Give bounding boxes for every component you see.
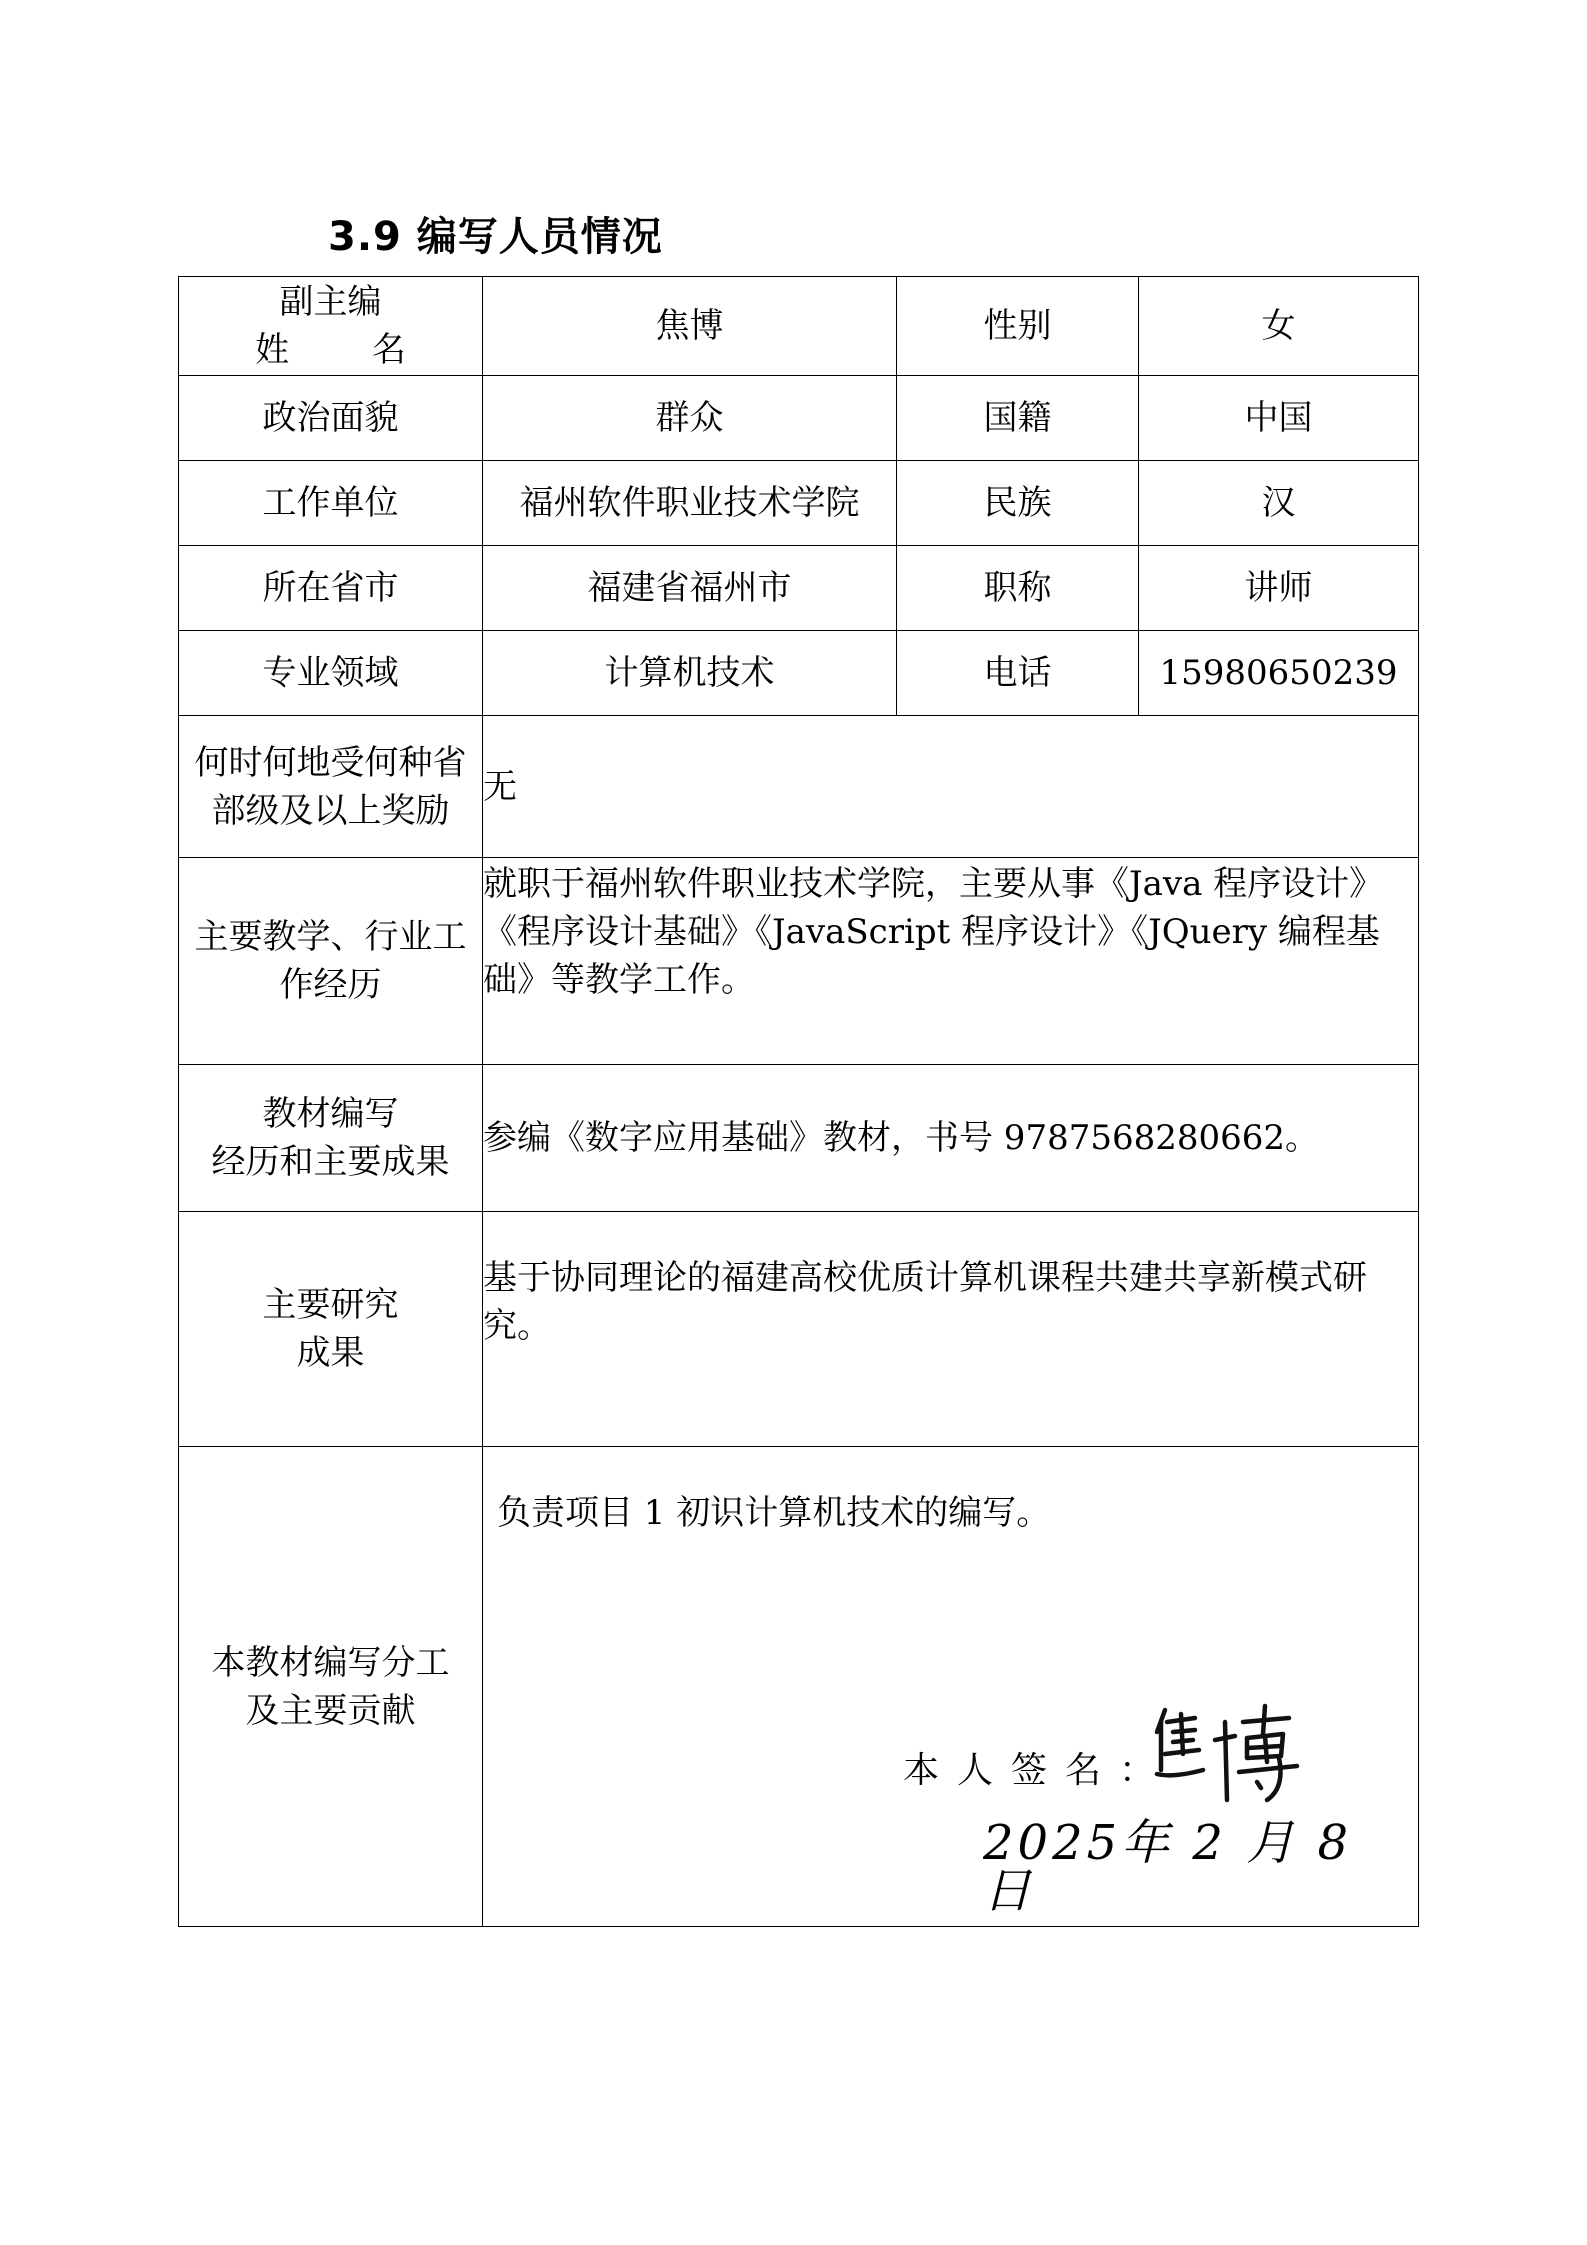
table-row xyxy=(179,1212,1419,1447)
field-value: 计算机技术 xyxy=(483,631,897,716)
nationality-label: 国籍 xyxy=(897,376,1139,461)
gender-label: 性别 xyxy=(897,277,1139,376)
phone-label: 电话 xyxy=(897,631,1139,716)
table-row xyxy=(179,546,1419,631)
contribution-label: 本教材编写分工及主要贡献 xyxy=(179,1447,483,1927)
table-row xyxy=(179,461,1419,546)
location-label: 所在省市 xyxy=(179,546,483,631)
table-row xyxy=(179,716,1419,858)
name-label-line-2: 姓 名 xyxy=(255,330,442,370)
name-label-line-1: 副主编 xyxy=(279,282,382,322)
nationality-value: 中国 xyxy=(1139,376,1419,461)
gender-value: 女 xyxy=(1139,277,1419,376)
table-row xyxy=(179,277,1419,376)
signature-label: 本人签名： xyxy=(903,1750,1174,1791)
personnel-info-table xyxy=(178,276,1419,1927)
ethnicity-label: 民族 xyxy=(897,461,1139,546)
experience-value: 就职于福州软件职业技术学院，主要从事《Java 程序设计》《程序设计基础》《JavaScript 程序设计》《JQuery 编程基础》等教学工作。 xyxy=(483,858,1419,1065)
ethnicity-value: 汉 xyxy=(1139,461,1419,546)
textbook-label-line-1: 教材编写 xyxy=(262,1094,399,1134)
awards-value: 无 xyxy=(483,716,1419,858)
location-value: 福建省福州市 xyxy=(483,546,897,631)
research-label-line-1: 主要研究 xyxy=(262,1285,399,1325)
workplace-value: 福州软件职业技术学院 xyxy=(483,461,897,546)
handwritten-signature xyxy=(1143,1692,1303,1812)
table-row xyxy=(179,1065,1419,1212)
section-heading: 3.9 编写人员情况 xyxy=(328,214,663,260)
title-value: 讲师 xyxy=(1139,546,1419,631)
research-value: 基于协同理论的福建高校优质计算机课程共建共享新模式研究。 xyxy=(483,1212,1419,1447)
table-row xyxy=(179,631,1419,716)
workplace-label: 工作单位 xyxy=(179,461,483,546)
research-label-line-2: 成果 xyxy=(296,1333,365,1373)
name-label-cell xyxy=(179,277,483,376)
table-row xyxy=(179,376,1419,461)
experience-label: 主要教学、行业工作经历 xyxy=(179,858,483,1065)
contribution-value: 负责项目 1 初识计算机技术的编写。 xyxy=(497,1493,1051,1533)
name-value: 焦博 xyxy=(483,277,897,376)
table-row xyxy=(179,858,1419,1065)
title-label: 职称 xyxy=(897,546,1139,631)
table-row xyxy=(179,1447,1419,1927)
political-label: 政治面貌 xyxy=(179,376,483,461)
textbook-label-line-2: 经历和主要成果 xyxy=(211,1142,450,1182)
phone-value: 15980650239 xyxy=(1139,631,1419,716)
research-label-cell xyxy=(179,1212,483,1447)
awards-label: 何时何地受何种省部级及以上奖励 xyxy=(179,716,483,858)
field-label: 专业领域 xyxy=(179,631,483,716)
political-value: 群众 xyxy=(483,376,897,461)
contribution-cell xyxy=(483,1447,1419,1927)
textbook-value: 参编《数字应用基础》教材，书号 9787568280662。 xyxy=(483,1065,1419,1212)
signature-date: 2025年 2 月 8 日 xyxy=(983,1815,1353,1919)
textbook-label-cell xyxy=(179,1065,483,1212)
